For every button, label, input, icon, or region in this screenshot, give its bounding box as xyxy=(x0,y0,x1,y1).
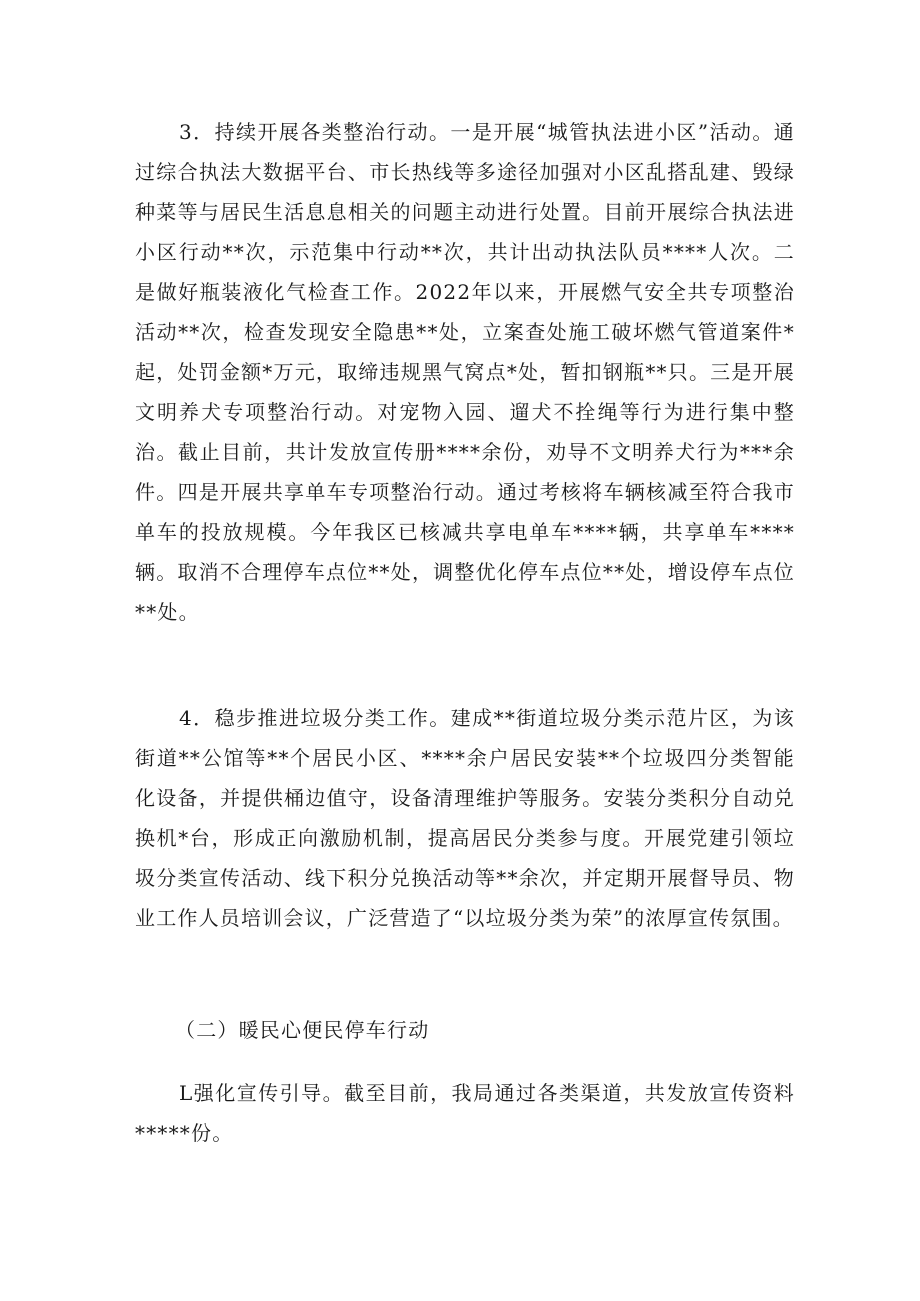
section-heading-parking: （二）暖民心便民停车行动 xyxy=(175,1018,430,1042)
paragraph-item-3: 3．持续开展各类整治行动。一是开展“城管执法进小区”活动。通过综合执法大数据平台、市长热线等多途径加强对小区乱搭乱建、毁绿种菜等与居民生活息息相关的问题主动进行处置。目前开展综合执法进小区行动**次，示范集中行动**次，共计出动执法队员****人次。二是做好瓶装液化气检查工作。2022年以来，开展燃气安全共专项整治活动**次，检查发现安全隐患**处，立案查处施工破坏燃气管道案件*起，处罚金额*万元，取缔违规黑气窝点*处，暂扣钢瓶**只。三是开展文明养犬专项整治行动。对宠物入园、遛犬不拴绳等行为进行集中整治。截止目前，共计发放宣传册****余份，劝导不文明养犬行为***余件。四是开展共享单车专项整治行动。通过考核将车辆核减至符合我市单车的投放规模。今年我区已核减共享电单车****辆，共享单车****辆。取消不合理停车点位**处，调整优化停车点位**处，增设停车点位**处。 xyxy=(135,120,795,624)
paragraph-item-1-publicity: L强化宣传引导。截至目前，我局通过各类渠道，共发放宣传资料*****份。 xyxy=(135,1081,795,1145)
paragraph-item-4: 4．稳步推进垃圾分类工作。建成**街道垃圾分类示范片区，为该街道**公馆等**个居民小区、****余户居民安装**个垃圾四分类智能化设备，并提供桶边值守，设备清理维护等服务。安装分类积分自动兑换机*台，形成正向激励机制，提高居民分类参与度。开展党建引领垃圾分类宣传活动、线下积分兑换活动等**余次，并定期开展督导员、物业工作人员培训会议，广泛营造了“以垃圾分类为荣”的浓厚宣传氛围。 xyxy=(135,706,795,930)
